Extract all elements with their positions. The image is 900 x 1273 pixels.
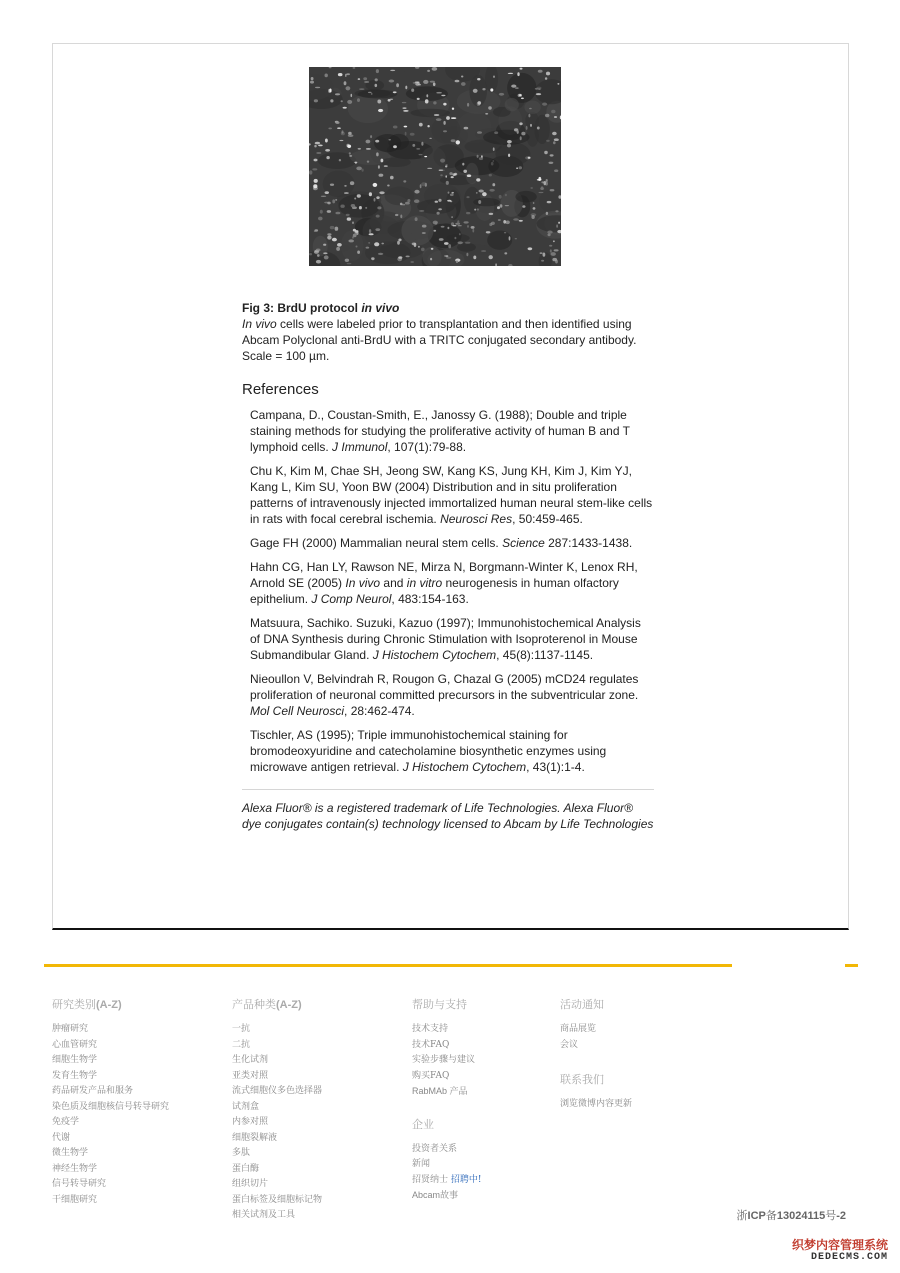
- reference-item: [250, 559, 654, 607]
- footer-link[interactable]: 一抗: [232, 1024, 251, 1034]
- footer-link[interactable]: 技术FAQ: [412, 1039, 450, 1050]
- footer-events-heading[interactable]: 活动通知: [560, 998, 604, 1011]
- reference-emphasis: In vivo: [345, 576, 381, 590]
- figure-caption-title: [242, 300, 654, 316]
- footer-link[interactable]: 蛋白标签及细胞标记物: [232, 1194, 323, 1205]
- figure-caption-body: [242, 316, 654, 364]
- footer-link[interactable]: 试剂盒: [232, 1101, 260, 1112]
- footer-link[interactable]: 会议: [560, 1039, 579, 1050]
- footer-link[interactable]: 技术支持: [412, 1024, 449, 1034]
- figure-caption: [242, 300, 654, 364]
- footer-link-recruit[interactable]: [412, 1173, 482, 1189]
- brdu-micrograph-image: [309, 67, 561, 266]
- footer-link[interactable]: 肿瘤研究: [52, 1024, 89, 1034]
- reference-journal: J Histochem Cytochem: [402, 760, 527, 774]
- footer-link[interactable]: 实验步骤与建议: [412, 1055, 476, 1065]
- footer-link[interactable]: 内参对照: [232, 1117, 269, 1127]
- reference-item: [250, 407, 654, 455]
- footer-link[interactable]: 投资者关系: [412, 1143, 458, 1154]
- trademark-note: Alexa Fluor® is a registered trademark of Life Technologies. Alexa Fluor® dye conjugates contain(s) technology licensed to Abcam by Life Technologies: [242, 801, 654, 831]
- reference-journal: Mol Cell Neurosci: [250, 704, 345, 718]
- footer-link[interactable]: 生化试剂: [232, 1055, 269, 1065]
- reference-citation: , 43(1):1-4.: [526, 760, 585, 774]
- footer-products-heading[interactable]: [232, 996, 322, 1012]
- footer-products-column: [232, 996, 322, 1224]
- footer-link[interactable]: RabMAb 产品: [412, 1086, 468, 1096]
- micrograph-graphic: [309, 67, 561, 266]
- footer-contact-heading[interactable]: 联系我们: [560, 1073, 604, 1086]
- reference-text: Chu K, Kim M, Chae SH, Jeong SW, Kang KS, Jung KH, Kim J, Kim YJ, Kang L, Kim SU, Yoon BW (2004) Distribution and in situ proliferation patterns of intravenously injected immortalized human neural stem-like cells in rats with focal cerebral ischemia.: [250, 464, 653, 526]
- reference-journal: J Immunol: [332, 440, 388, 454]
- heading-text: 研究类别: [52, 998, 96, 1011]
- heading-az: (A-Z): [96, 999, 122, 1011]
- watermark-title: 织梦内容管理系统: [791, 1238, 888, 1252]
- footer-link[interactable]: 微生物学: [52, 1148, 89, 1158]
- footer-link[interactable]: 多肽: [232, 1148, 251, 1158]
- reference-item: [250, 727, 654, 775]
- icp-text: 备: [765, 1209, 777, 1222]
- caption-title-emphasis: in vivo: [361, 301, 400, 315]
- footer-link[interactable]: 药品研发产品和服务: [52, 1086, 134, 1096]
- caption-title-text: Fig 3: BrdU protocol: [242, 301, 362, 315]
- reference-item: [250, 535, 654, 551]
- footer-link[interactable]: 组织切片: [232, 1179, 269, 1189]
- reference-text: neurogenesis in human olfactory epithelium.: [250, 576, 619, 606]
- footer-link[interactable]: 相关试剂及工具: [232, 1210, 296, 1220]
- article-content: [242, 300, 654, 832]
- reference-emphasis: in vitro: [406, 576, 443, 590]
- reference-citation: 287:1433-1438.: [544, 536, 633, 550]
- footer-link[interactable]: 蛋白酶: [232, 1163, 260, 1174]
- footer-research-column: [52, 996, 169, 1208]
- footer-link[interactable]: 发育生物学: [52, 1070, 98, 1081]
- footer-link[interactable]: 染色质及细胞核信号转导研究: [52, 1101, 170, 1112]
- footer-accent-rule-short: [845, 964, 858, 967]
- site-watermark: [792, 1238, 888, 1263]
- footer-link[interactable]: 免疫学: [52, 1117, 80, 1127]
- footer-support-column: [412, 996, 482, 1204]
- reference-journal: Neurosci Res: [440, 512, 513, 526]
- reference-journal: J Comp Neurol: [311, 592, 392, 606]
- footer-link[interactable]: 浏览微博内容更新: [560, 1099, 633, 1109]
- reference-item: [250, 671, 654, 719]
- footer-link[interactable]: 神经生物学: [52, 1163, 98, 1174]
- reference-text: and: [380, 576, 407, 590]
- heading-text: 产品种类: [232, 998, 276, 1011]
- footer-link[interactable]: 亚类对照: [232, 1070, 269, 1081]
- footer-accent-rule: [44, 964, 732, 967]
- reference-journal: Science: [502, 536, 545, 550]
- watermark-domain: DEDECMS.COM: [810, 1252, 888, 1263]
- caption-body-emphasis: In vivo: [242, 317, 277, 331]
- reference-item: [250, 463, 654, 527]
- reference-text: Campana, D., Coustan-Smith, E., Janossy G. (1988); Double and triple staining methods for studying the proliferative activity of human B and T lymphoid cells.: [250, 408, 630, 454]
- footer-link[interactable]: Abcam故事: [412, 1190, 459, 1200]
- footer-link[interactable]: 代谢: [52, 1132, 71, 1143]
- footer-link[interactable]: 细胞裂解液: [232, 1132, 278, 1143]
- footer-link[interactable]: 心血管研究: [52, 1039, 98, 1050]
- reference-citation: , 50:459-465.: [512, 512, 583, 526]
- icp-suffix: -2: [836, 1210, 846, 1222]
- reference-citation: , 107(1):79-88.: [387, 440, 467, 454]
- section-divider: [242, 789, 654, 790]
- footer-support-heading[interactable]: 帮助与支持: [412, 998, 467, 1011]
- reference-text: Nieoullon V, Belvindrah R, Rougon G, Chazal G (2005) mCD24 regulates proliferation of neuronal committed precursors in the subventricular zone.: [250, 672, 639, 702]
- reference-citation: , 28:462-474.: [344, 704, 415, 718]
- footer-link[interactable]: 干细胞研究: [52, 1194, 98, 1205]
- footer-research-heading[interactable]: [52, 996, 169, 1012]
- reference-citation: , 483:154-163.: [391, 592, 469, 606]
- footer-link[interactable]: 二抗: [232, 1039, 251, 1050]
- icp-number: 13024115: [776, 1210, 826, 1222]
- reference-text: Hahn CG, Han LY, Rawson NE, Mirza N, Borgmann-Winter K, Lenox RH, Arnold SE (2005): [250, 560, 638, 590]
- heading-az: (A-Z): [276, 999, 302, 1011]
- caption-body-text: cells were labeled prior to transplantation and then identified using Abcam Polyclonal anti-BrdU with a TRITC conjugated secondary antibody. Scale = 100 µm.: [242, 317, 637, 363]
- reference-text: Matsuura, Sachiko. Suzuki, Kazuo (1997); Immunohistochemical Analysis of DNA Synthesis during Chronic Stimulation with Isoproterenol in Mouse Submandibular Gland.: [250, 616, 641, 662]
- references-list: [242, 407, 654, 775]
- footer-link[interactable]: 商品展览: [560, 1024, 597, 1034]
- recruit-highlight: 招聘中!: [450, 1174, 482, 1185]
- footer-link[interactable]: 购买FAQ: [412, 1070, 450, 1081]
- footer-link[interactable]: 细胞生物学: [52, 1055, 98, 1065]
- reference-journal: J Histochem Cytochem: [372, 648, 497, 662]
- footer-link[interactable]: 流式细胞仪多色选择器: [232, 1086, 323, 1096]
- reference-text: Tischler, AS (1995); Triple immunohistochemical staining for bromodeoxyuridine and catecholamine biosynthetic enzymes using microwave antigen retrieval.: [250, 728, 607, 774]
- reference-citation: , 45(8):1137-1145.: [496, 648, 594, 662]
- icp-text: 浙: [736, 1209, 748, 1222]
- footer-events-column: [560, 996, 632, 1113]
- icp-text: 号: [825, 1209, 837, 1222]
- icp-text: ICP: [747, 1210, 766, 1222]
- reference-text: Gage FH (2000) Mammalian neural stem cells.: [250, 536, 503, 550]
- icp-license[interactable]: [737, 1207, 846, 1223]
- reference-item: [250, 615, 654, 663]
- footer-link[interactable]: 新闻: [412, 1159, 431, 1169]
- footer-company-heading[interactable]: 企业: [412, 1117, 434, 1131]
- references-heading: References: [242, 381, 319, 398]
- recruit-label: 招贤纳士: [412, 1174, 449, 1185]
- footer-link[interactable]: 信号转导研究: [52, 1179, 107, 1189]
